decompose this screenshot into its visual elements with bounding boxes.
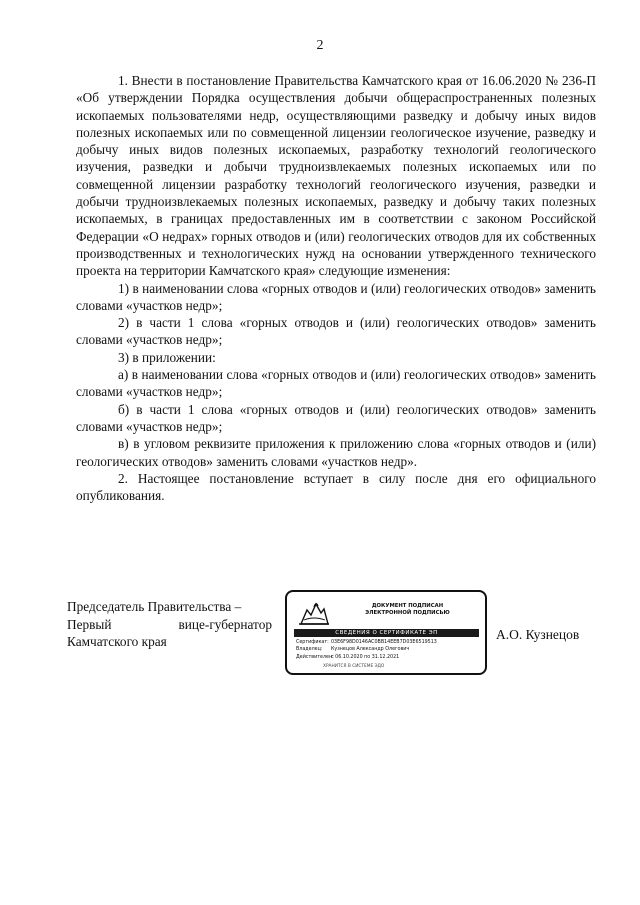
signatory-title-line-3: Камчатского края — [67, 634, 167, 649]
stamp-row-certificate — [296, 639, 481, 646]
stamp-certificate-bar: СВЕДЕНИЯ О СЕРТИФИКАТЕ ЭП — [294, 629, 479, 637]
paragraph-item-1: 1. Внести в постановление Правительства Камчатского края от 16.06.2020 № 236-П «Об утверждении Порядка осуществления добычи общераспространенных полезных ископаемых пользователями недр, осуществляющими разведку и добычу иных видов полезных ископаемых или по совмещенной лицензии геологическое изучение, разведку и добычу иных видов полезных ископаемых, разработку технологий геологического изучения, разведки и добычи трудноизвлекаемых полезных ископаемых или по совмещенной лицензии разработку технологий геологического изучения, разведки и добычи трудноизвлекаемых полезных ископаемых, разведку и добычу таких полезных ископаемых, в границах предоставленных им в соответствии с законом Российской Федерации «О недрах» горных отводов и (или) геологических отводов для их собственных производственных и технологических нужд на основании утвержденного технического проекта на территории Камчатского края» следующие изменения: — [76, 73, 596, 279]
signatory-title-line-2: Первый вице-губернатор — [67, 616, 272, 632]
stamp-row-value: с 06.10.2020 по 31.12.2021 — [331, 654, 400, 660]
stamp-footer: ХРАНИТСЯ В СИСТЕМЕ ЭДО — [323, 664, 385, 669]
paragraph-subitem-2: 2) в части 1 слова «горных отводов и (или) геологических отводов» заменить словами «участков недр»; — [76, 315, 596, 348]
stamp-row-label: Действителен: — [296, 654, 334, 660]
document-body — [76, 72, 596, 504]
stamp-row-label: Сертификат: — [296, 640, 329, 645]
stamp-row-owner — [296, 646, 481, 653]
stamp-heading-line-2: ЭЛЕКТРОННОЙ ПОДПИСЬЮ — [365, 610, 450, 616]
paragraph-subitem-b: б) в части 1 слова «горных отводов и (или) геологических отводов» заменить словами «участков недр»; — [76, 401, 596, 434]
paragraph-subitem-3: 3) в приложении: — [118, 349, 216, 365]
paragraph-subitem-v: в) в угловом реквизите приложения к приложению слова «горных отводов и (или) геологических отводов» заменить словами «участков недр». — [76, 436, 596, 469]
coat-of-arms-icon — [297, 598, 331, 626]
signatory-title-line-1: Председатель Правительства – — [67, 599, 242, 614]
stamp-row-validity — [296, 654, 481, 661]
page-number: 2 — [316, 38, 324, 53]
stamp-heading — [335, 603, 480, 617]
stamp-row-label: Владелец: — [296, 647, 323, 653]
stamp-row-value: 03E6F98D0146AC0BB14EEB7D03E6519513 — [331, 640, 437, 645]
paragraph-subitem-a: а) в наименовании слова «горных отводов и (или) геологических отводов» заменить словами «участков недр»; — [76, 367, 596, 400]
paragraph-subitem-1: 1) в наименовании слова «горных отводов и (или) геологических отводов» заменить словами «участков недр»; — [76, 280, 596, 313]
signatory-title — [67, 598, 272, 651]
stamp-heading-line-1: ДОКУМЕНТ ПОДПИСАН — [371, 603, 444, 609]
electronic-signature-stamp — [285, 590, 487, 675]
stamp-details — [296, 639, 481, 661]
paragraph-item-2: 2. Настоящее постановление вступает в силу после дня его официального опубликования. — [76, 470, 596, 504]
stamp-row-value: Кузнецов Александр Олегович — [331, 647, 410, 653]
signatory-name: А.О. Кузнецов — [496, 627, 580, 642]
